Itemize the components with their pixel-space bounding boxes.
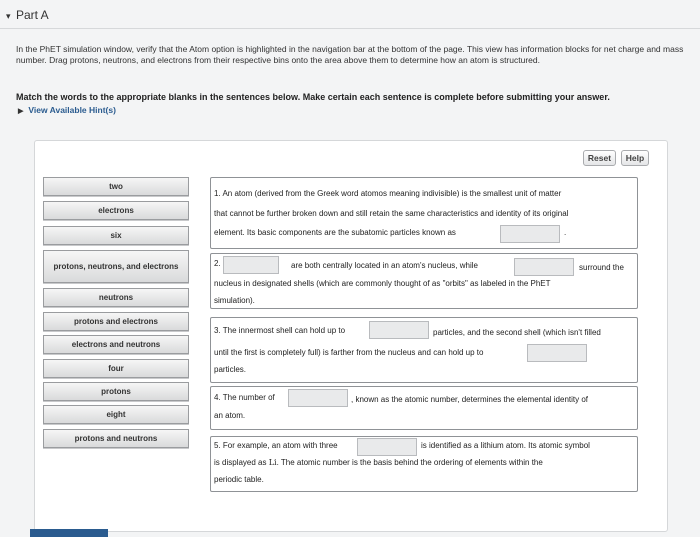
word-tile[interactable]: six (43, 226, 189, 245)
word-tile[interactable]: electrons and neutrons (43, 335, 189, 354)
word-tile[interactable]: four (43, 359, 189, 378)
word-tile[interactable]: neutrons (43, 288, 189, 307)
sentence-3-start: 3. The innermost shell can hold up to (214, 326, 346, 335)
word-tile[interactable]: protons and neutrons (43, 429, 189, 448)
reset-button[interactable]: Reset (583, 150, 616, 166)
sentence-3-line-2: until the first is completely full) is farther from the nucleus and can hold up to (214, 348, 484, 357)
sentence-4-end: , known as the atomic number, determines the elemental identity of (351, 395, 589, 404)
sentence-3-middle: particles, and the second shell (which isn't filled (433, 328, 601, 337)
word-tile[interactable]: two (43, 177, 189, 196)
sentence-5-line-2a: is displayed as (214, 458, 267, 467)
word-tile[interactable]: electrons (43, 201, 189, 220)
sentence-4 (210, 386, 638, 430)
match-instruction: Match the words to the appropriate blanks in the sentences below. Make certain each sentence is complete before submitting your answer. (16, 92, 610, 102)
answer-blank[interactable] (514, 258, 574, 276)
sentence-5-line-2b: . The atomic number is the basis behind the ordering of elements within the (276, 458, 543, 467)
word-tile[interactable]: eight (43, 405, 189, 424)
sentence-3-line-3: particles. (214, 365, 247, 374)
sentence-1 (210, 177, 638, 249)
sentence-1-line-2: that cannot be further broken down and still retain the same characteristics and identity of its original (214, 209, 569, 218)
answer-blank[interactable] (369, 321, 429, 339)
divider (0, 28, 700, 29)
sentence-4-start: 4. The number of (214, 393, 275, 402)
expand-triangle-icon: ▶ (18, 108, 24, 115)
sentence-2-middle: are both centrally located in an atom's nucleus, while (291, 261, 478, 270)
footer-bar (30, 529, 108, 537)
sentence-5-start: 5. For example, an atom with three (214, 441, 338, 450)
sentence-2-line-3: simulation). (214, 296, 255, 305)
word-tile[interactable]: protons (43, 382, 189, 401)
word-tile[interactable]: protons, neutrons, and electrons (43, 250, 189, 283)
view-hints-link[interactable] (18, 105, 116, 115)
sentence-5-line-3: periodic table. (214, 475, 264, 484)
sentence-2-line-2: nucleus in designated shells (which are commonly thought of as "orbits" as labeled in the PhET (214, 279, 551, 288)
sentence-4-line-2: an atom. (214, 411, 246, 420)
sentence-1-end: . (564, 228, 567, 237)
answer-blank[interactable] (500, 225, 560, 243)
word-tile[interactable]: protons and electrons (43, 312, 189, 331)
atomic-symbol: Li (268, 458, 277, 467)
sentence-1-line-1: 1. An atom (derived from the Greek word atomos meaning indivisible) is the smallest unit of matter (214, 189, 562, 198)
sentence-1-line-3: element. Its basic components are the subatomic particles known as (214, 228, 456, 237)
sentence-2 (210, 253, 638, 309)
answer-blank[interactable] (223, 256, 279, 274)
sentence-2-number: 2. (214, 259, 221, 268)
answer-blank[interactable] (288, 389, 348, 407)
part-title: Part A (16, 8, 49, 22)
sentence-2-end: surround the (579, 263, 624, 272)
help-button[interactable]: Help (621, 150, 649, 166)
instructions-text: In the PhET simulation window, verify that the Atom option is highlighted in the navigation bar at the bottom of the page. This view has information blocks for net charge and mass number. Drag protons, neutrons, and electrons from their respective bins onto the area above them to determine how an atom is structured. (16, 44, 684, 65)
collapse-arrow-icon[interactable]: ▾ (6, 11, 11, 21)
sentence-3 (210, 317, 638, 383)
sentence-5 (210, 436, 638, 492)
view-hints-label: View Available Hint(s) (28, 105, 116, 115)
answer-blank[interactable] (527, 344, 587, 362)
sentence-5-line-2 (214, 454, 543, 473)
sentence-5-end: is identified as a lithium atom. Its atomic symbol (421, 441, 590, 450)
